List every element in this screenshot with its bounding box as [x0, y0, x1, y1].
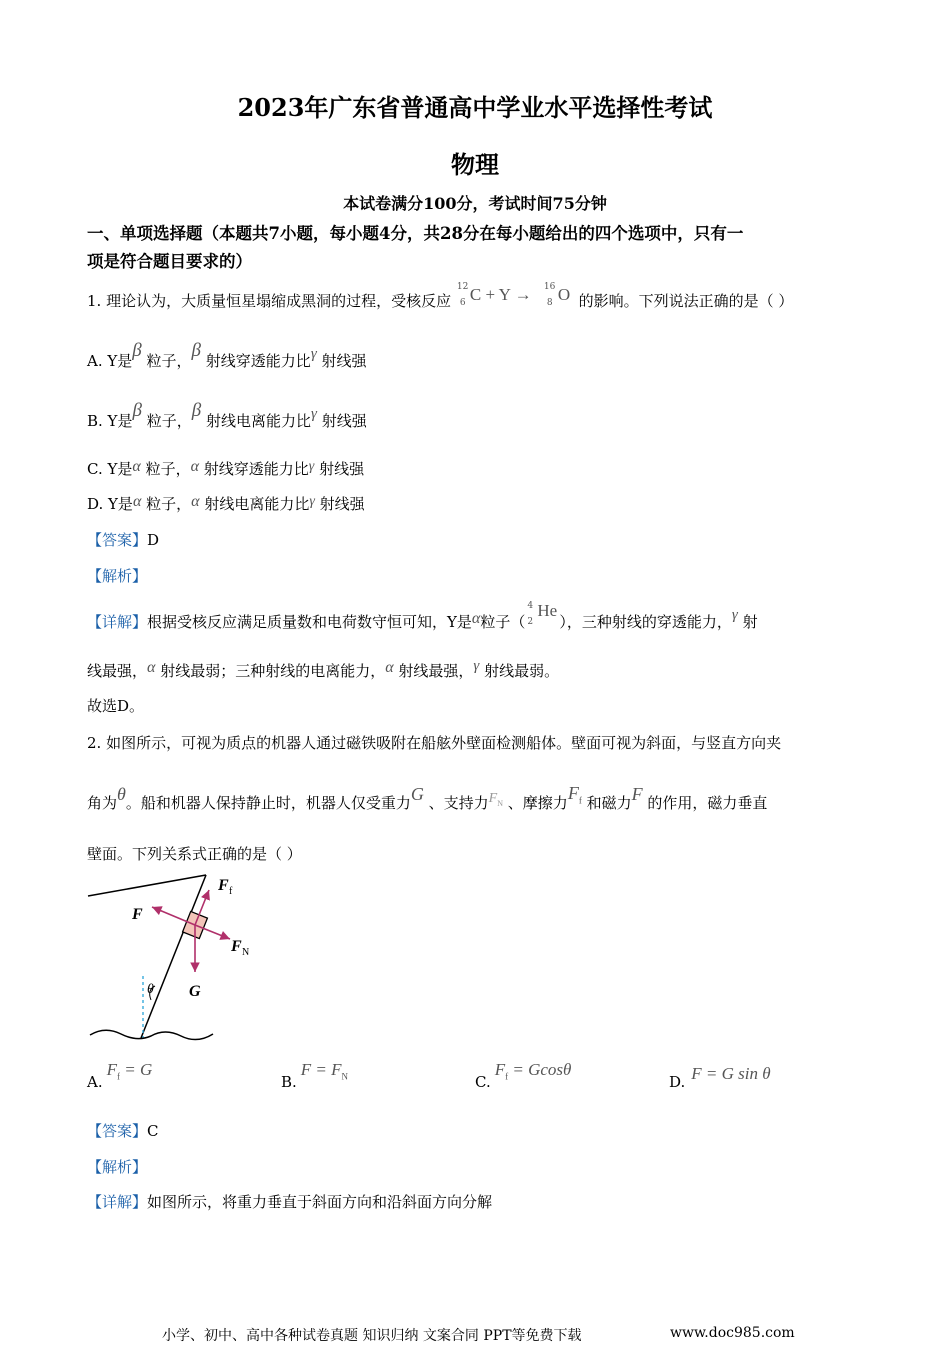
answer-tag: 【答案】 — [87, 1122, 148, 1140]
formula-sub: f — [117, 1071, 120, 1082]
page-title: 2023年广东省普通高中学业水平选择性考试 — [237, 93, 713, 122]
section-heading-line1: 一、单项选择题（本题共7小题，每小题4分，共28分在每小题给出的四个选项中，只有一 — [87, 224, 744, 243]
detail-text: 根据受核反应满足质量数和电荷数守恒可知，Y是 — [147, 613, 472, 631]
beta-symbol: β — [191, 400, 202, 421]
q2-option-b — [281, 1060, 349, 1093]
opt-text: 射线强 — [319, 495, 365, 513]
f-symbol: F — [631, 784, 643, 804]
ff-subscript: f — [578, 795, 582, 806]
opt-text: 粒子， — [146, 352, 192, 370]
formula-rhs: = Gcosθ — [512, 1060, 572, 1079]
q1-stem-text: 1. 理论认为，大质量恒星塌缩成黑洞的过程，受核反应 — [87, 292, 452, 310]
opt-text: 射线穿透能力比 — [205, 352, 311, 370]
formula-rhs: = G — [124, 1060, 153, 1079]
alpha-symbol: α — [132, 493, 142, 510]
q1-detail-line1 — [87, 601, 758, 633]
label-theta: θ — [147, 982, 154, 997]
gamma-symbol: γ — [310, 346, 317, 362]
q2-analysis-tag: 【解析】 — [87, 1158, 148, 1176]
alpha-symbol: α — [147, 659, 156, 676]
q1-stem-end: 的影响。下列说法正确的是（ ） — [578, 292, 794, 310]
label-fn-sub: N — [242, 947, 250, 958]
detail-text: 射线最强， — [398, 662, 474, 680]
formula-sub: N — [341, 1071, 349, 1082]
opt-text: 射线强 — [321, 412, 367, 430]
q1-reaction-equation — [456, 282, 574, 312]
q1-option-a — [87, 340, 367, 372]
q2-option-a — [87, 1060, 153, 1093]
q2-answer — [87, 1120, 159, 1141]
detail-text: 射线最弱。 — [484, 662, 560, 680]
opt-text: 粒子， — [146, 412, 192, 430]
fn-letter: F — [488, 791, 498, 806]
detail-tag: 【详解】 — [87, 613, 148, 631]
o-charge-number: 8 — [546, 298, 553, 308]
option-label: B. — [281, 1073, 297, 1091]
detail-text: 线最强， — [87, 662, 148, 680]
answer-tag: 【答案】 — [87, 531, 148, 549]
label-ff: F — [218, 877, 229, 894]
detail-text: ），三种射线的穿透能力， — [559, 613, 732, 631]
q2-stem-line3: 壁面。下列关系式正确的是（ ） — [87, 845, 302, 863]
c-mass-number: 12 — [456, 282, 469, 292]
detail-text: 粒子（ — [480, 613, 526, 631]
opt-text: 射线穿透能力比 — [203, 460, 309, 478]
subject-title: 物理 — [451, 150, 499, 179]
q1-analysis-tag: 【解析】 — [87, 567, 148, 585]
q1-detail-line2 — [87, 660, 559, 681]
he-symbol: He — [537, 601, 558, 620]
alpha-symbol: α — [471, 610, 481, 627]
reaction-lhs: C + Y → — [469, 285, 532, 304]
gamma-symbol: γ — [311, 406, 317, 422]
q2-detail — [87, 1191, 492, 1212]
opt-text: 粒子， — [145, 460, 191, 478]
gamma-symbol: γ — [473, 658, 480, 674]
gamma-symbol: γ — [308, 459, 315, 474]
footer-url[interactable]: www.doc985.com — [670, 1325, 795, 1341]
gamma-symbol: γ — [731, 607, 738, 623]
option-label: D. — [669, 1073, 686, 1091]
option-label: A. — [87, 1073, 103, 1091]
ff-symbol — [567, 783, 582, 806]
label-fn: F — [231, 938, 242, 955]
q2-figure — [85, 868, 265, 1048]
helium-nucleus — [525, 601, 559, 633]
option-formula — [494, 1060, 572, 1082]
q1-option-b — [87, 400, 367, 432]
q2-option-d — [669, 1064, 771, 1092]
stem-text: 的作用，磁力垂直 — [647, 794, 768, 812]
answer-value: C — [147, 1122, 159, 1140]
g-symbol: G — [410, 784, 424, 804]
fn-symbol — [489, 791, 503, 806]
reaction-rhs: O — [557, 285, 571, 304]
opt-text: C. Y是 — [87, 460, 133, 478]
detail-text: 射线最弱；三种射线的电离能力， — [160, 662, 386, 680]
beta-symbol: β — [132, 340, 142, 361]
q1-answer — [87, 529, 159, 550]
alpha-symbol: α — [190, 458, 199, 475]
opt-text: 射线电离能力比 — [204, 495, 310, 513]
formula-lhs: F — [494, 1060, 506, 1079]
q2-stem-line1: 2. 如图所示，可视为质点的机器人通过磁铁吸附在船舷外壁面检测船体。壁面可视为斜面，与竖直方向夹 — [87, 734, 782, 752]
q1-option-c — [87, 458, 364, 479]
answer-value: D — [147, 531, 160, 549]
c-charge-number: 6 — [459, 298, 466, 308]
exam-info: 本试卷满分100分，考试时间75分钟 — [343, 194, 607, 213]
formula-sub: f — [505, 1071, 509, 1082]
he-mass-number: 4 — [527, 601, 534, 611]
fn-subscript: N — [497, 798, 504, 808]
option-formula — [106, 1060, 153, 1082]
opt-text: B. Y是 — [87, 412, 133, 430]
alpha-symbol: α — [191, 493, 200, 510]
o-mass-number: 16 — [543, 282, 556, 292]
detail-text: 如图所示，将重力垂直于斜面方向和沿斜面方向分解 — [147, 1193, 493, 1211]
stem-text: 。船和机器人保持静止时，机器人仅受重力 — [125, 794, 411, 812]
opt-text: A. Y是 — [87, 352, 133, 370]
q1-conclusion: 故选D。 — [87, 697, 145, 715]
detail-text: 射 — [742, 613, 758, 631]
opt-text: 粒子， — [146, 495, 192, 513]
stem-text: 、支持力 — [428, 794, 489, 812]
opt-text: 射线强 — [319, 460, 365, 478]
q1-option-d — [87, 493, 365, 514]
label-g: G — [189, 983, 201, 1000]
stem-text: 角为 — [87, 794, 118, 812]
footer-text: 小学、初中、高中各种试卷真题 知识归纳 文案合同 PPT等免费下载 — [162, 1328, 582, 1344]
option-formula: F = G sin θ — [691, 1064, 771, 1083]
opt-text: 射线强 — [321, 352, 367, 370]
theta-symbol: θ — [117, 784, 126, 804]
stem-text: 、摩擦力 — [507, 794, 568, 812]
label-ff-sub: f — [229, 886, 233, 897]
alpha-symbol: α — [132, 458, 141, 475]
option-label: C. — [475, 1073, 491, 1091]
ff-letter: F — [567, 783, 579, 803]
water-surface — [90, 1030, 213, 1039]
gamma-symbol: γ — [309, 494, 315, 509]
beta-symbol: β — [191, 340, 202, 361]
detail-tag: 【详解】 — [87, 1193, 148, 1211]
hull-top-edge — [88, 875, 206, 896]
beta-symbol: β — [132, 400, 142, 421]
stem-text: 和磁力 — [586, 794, 632, 812]
opt-text: D. Y是 — [87, 495, 133, 513]
hull-wall — [141, 875, 206, 1038]
formula-lhs: F — [106, 1060, 117, 1079]
q2-stem-line2 — [87, 783, 768, 815]
section-heading-line2: 项是符合题目要求的） — [87, 252, 252, 271]
alpha-symbol: α — [385, 659, 394, 676]
option-formula — [300, 1060, 349, 1082]
label-f: F — [132, 906, 143, 923]
formula-lhs: F = F — [300, 1060, 342, 1079]
opt-text: 射线电离能力比 — [205, 412, 311, 430]
he-charge-number: 2 — [527, 617, 534, 627]
q1-stem — [87, 282, 794, 312]
